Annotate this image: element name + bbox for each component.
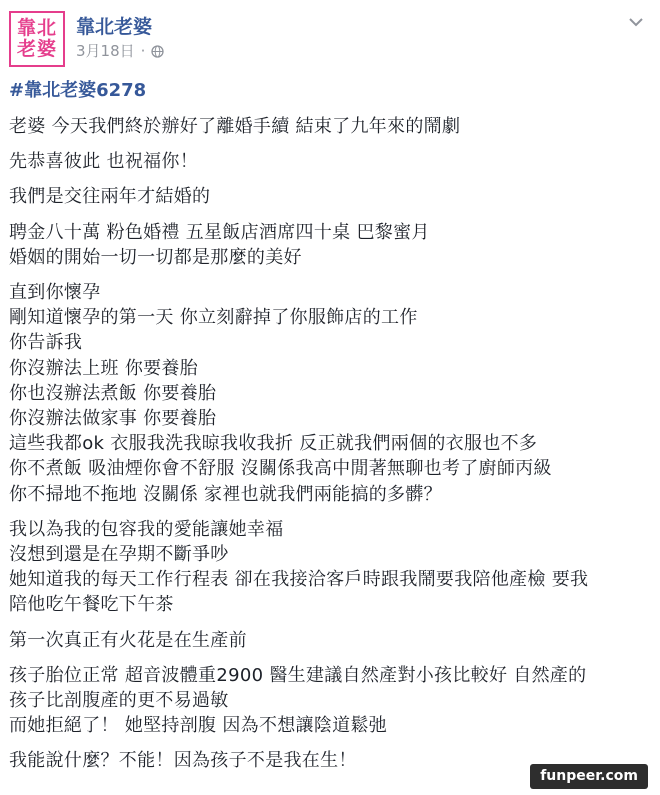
post-paragraph (9, 220, 654, 270)
post-text-line: 直到你懷孕 (9, 282, 101, 304)
hashtag-link[interactable]: #靠北老婆6278 (9, 80, 147, 101)
meta-separator: · (140, 41, 146, 60)
post-body (9, 114, 654, 774)
post-text-line: 你告訴我 (9, 332, 83, 354)
post-text-line: 我們是交往兩年才結婚的 (9, 186, 211, 208)
post-paragraph (9, 517, 654, 618)
post-header (9, 11, 649, 67)
avatar-text-top: 靠北 (16, 17, 57, 39)
post-paragraph (9, 149, 654, 174)
page-name-link[interactable]: 靠北老婆 (76, 16, 153, 38)
post-text-line: 我能說什麼？不能！因為孩子不是我在生！ (9, 750, 357, 772)
post-paragraph (9, 628, 654, 653)
post-text-line: 先恭喜彼此 也祝福你！ (9, 151, 199, 173)
post-meta (76, 40, 164, 61)
post-text-line: 第一次真正有火花是在生產前 (9, 629, 247, 651)
globe-icon (151, 44, 164, 57)
post-text-line: 聘金八十萬 粉色婚禮 五星飯店酒席四十桌 巴黎蜜月 (9, 221, 430, 243)
post-paragraph (9, 184, 654, 209)
post-text-line: 陪他吃午餐吃下午茶 (9, 594, 174, 616)
post-text-line: 而她拒絕了！ 她堅持剖腹 因為不想讓陰道鬆弛 (9, 715, 388, 737)
post-text-line: 婚姻的開始一切一切都是那麼的美好 (9, 246, 302, 268)
post-text-line: 老婆 今天我們終於辦好了離婚手續 結束了九年來的鬧劇 (9, 116, 461, 137)
chevron-down-icon[interactable] (625, 13, 647, 31)
post-text-line: 孩子比剖腹產的更不易過敏 (9, 690, 229, 712)
post-content (9, 78, 654, 784)
post-text-line: 沒想到還是在孕期不斷爭吵 (9, 544, 229, 566)
watermark: funpeer.com (530, 764, 648, 789)
post-text-line: 孩子胎位正常 超音波體重2900 醫生建議自然產對小孩比較好 自然產的 (9, 664, 587, 686)
post-text-line: 我以為我的包容我的愛能讓她幸福 (9, 518, 284, 540)
post-date[interactable]: 3月18日 (76, 42, 135, 60)
post-text-line: 剛知道懷孕的第一天 你立刻辭掉了你服飾店的工作 (9, 307, 418, 329)
post-text-line: 她知道我的每天工作行程表 卻在我接洽客戶時跟我鬧要我陪他產檢 要我 (9, 569, 589, 591)
post-text-line: 你沒辦法做家事 你要養胎 (9, 408, 217, 430)
post-text-line: 這些我都ok 衣服我洗我晾我收我折 反正就我們兩個的衣服也不多 (9, 433, 538, 455)
avatar-text-bottom: 老婆 (16, 38, 57, 60)
post-paragraph (9, 663, 654, 739)
post-text-line: 你也沒辦法煮飯 你要養胎 (9, 382, 217, 404)
post-text-line: 你不煮飯 吸油煙你會不舒服 沒關係我高中閒著無聊也考了廚師丙級 (9, 458, 552, 480)
post-text-line: 你沒辦法上班 你要養胎 (9, 357, 199, 379)
post-text-line: 你不掃地不拖地 沒關係 家裡也就我們兩能搞的多髒？ (9, 483, 442, 505)
post-paragraph (9, 114, 654, 139)
post-paragraph (9, 280, 654, 507)
page-avatar[interactable] (9, 11, 65, 67)
